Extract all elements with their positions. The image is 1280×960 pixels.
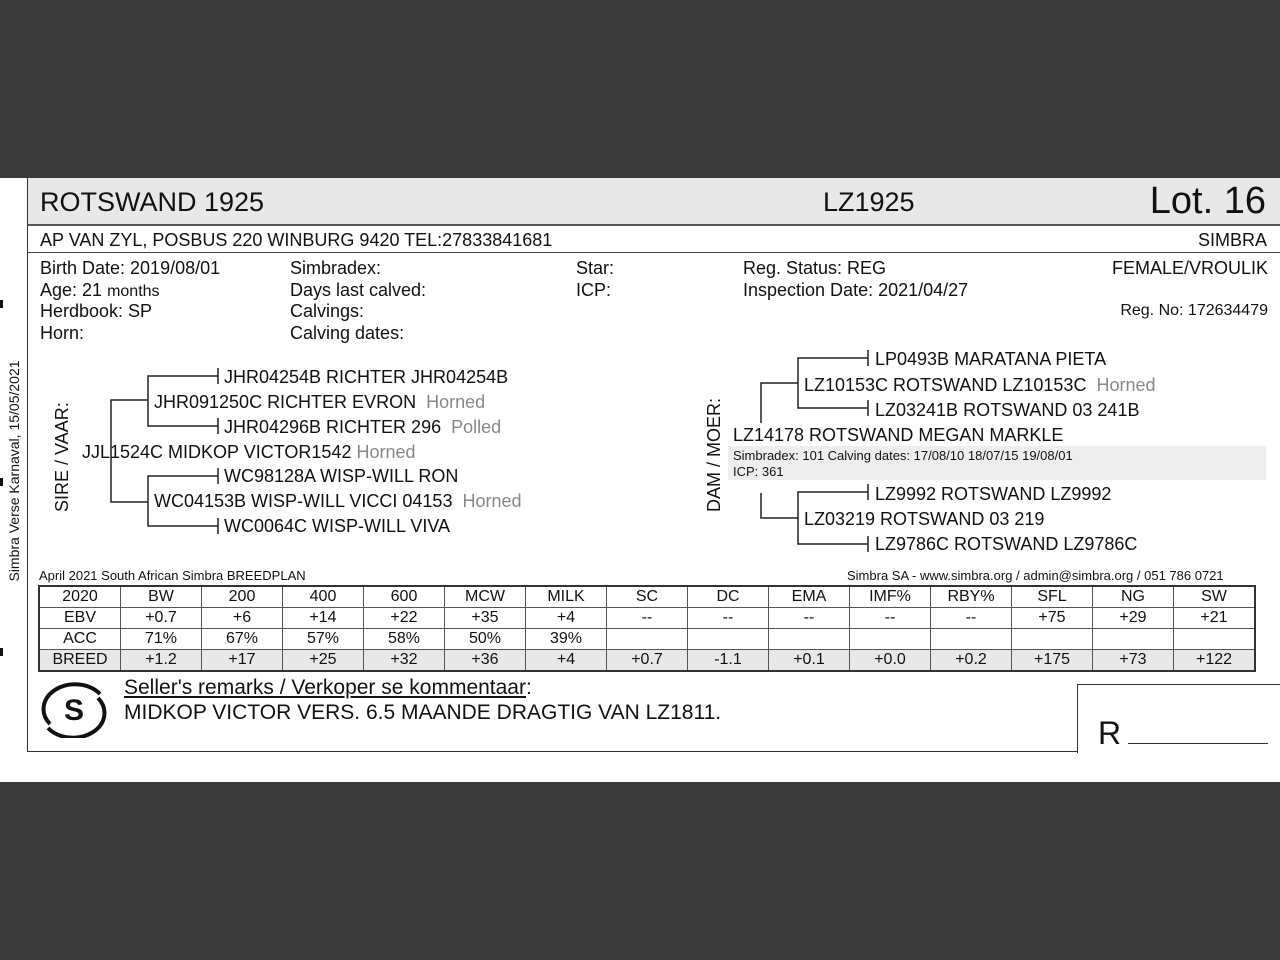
- dam-sire: [804, 375, 1156, 396]
- ebv-cell: +175: [1012, 650, 1093, 672]
- ebv-cell: +0.7: [121, 608, 202, 629]
- sire-sire-name: JHR091250C RICHTER EVRON: [154, 392, 417, 412]
- dam-sire-dam: LZ03241B ROTSWAND 03 241B: [875, 400, 1140, 420]
- card-frame: [27, 178, 1280, 752]
- ebv-cell: 58%: [364, 629, 445, 650]
- calvings: Calvings:: [290, 301, 365, 321]
- owner-address: AP VAN ZYL, POSBUS 220 WINBURG 9420 TEL:27833841681: [40, 230, 553, 250]
- logo-letter: S: [63, 694, 85, 727]
- sire-sire-dam-name: JHR04296B RICHTER 296: [224, 417, 442, 437]
- margin-tick: [0, 300, 3, 308]
- ebv-cell: 67%: [202, 629, 283, 650]
- ebv-cell: +6: [202, 608, 283, 629]
- lot-card: [0, 178, 1280, 782]
- ebv-cell: DC: [688, 586, 769, 608]
- ebv-cell: +0.0: [850, 650, 931, 672]
- margin-tick: [0, 478, 3, 486]
- remarks-text: MIDKOP VICTOR VERS. 6.5 MAANDE DRAGTIG VAN LZ1811.: [124, 701, 722, 724]
- ebv-cell: 200: [202, 586, 283, 608]
- lot-number: Lot. 16: [1149, 180, 1266, 222]
- ebv-cell: +1.2: [121, 650, 202, 672]
- sire-name: [82, 442, 416, 463]
- ebv-cell: [931, 629, 1012, 650]
- ebv-cell: RBY%: [931, 586, 1012, 608]
- sire-label: SIRE / VAAR:: [52, 402, 72, 512]
- ebv-cell: [1012, 629, 1093, 650]
- ebv-cell: +122: [1174, 650, 1256, 672]
- ebv-cell: 57%: [283, 629, 364, 650]
- reg-number: Reg. No: 172634479: [1120, 302, 1268, 319]
- sire-horn: Horned: [356, 442, 416, 462]
- ebv-row: [39, 629, 1255, 650]
- days-last-calved: Days last calved:: [290, 280, 427, 300]
- ebv-cell: --: [769, 608, 850, 629]
- ebv-cell: +75: [1012, 608, 1093, 629]
- ebv-cell: BW: [121, 586, 202, 608]
- ebv-table: [38, 585, 1256, 672]
- ebv-cell: [769, 629, 850, 650]
- age-unit: months: [107, 283, 160, 300]
- ebv-row: [39, 608, 1255, 629]
- ebv-cell: +36: [445, 650, 526, 672]
- sire-sire: [154, 392, 485, 413]
- ebv-cell: +14: [283, 608, 364, 629]
- ebv-cell: +17: [202, 650, 283, 672]
- simbra-logo-icon: [40, 682, 108, 738]
- ebv-cell: SFL: [1012, 586, 1093, 608]
- ebv-cell: --: [850, 608, 931, 629]
- ebv-cell: --: [607, 608, 688, 629]
- ebv-cell: [850, 629, 931, 650]
- price-box: [1077, 684, 1280, 753]
- sire-dam-horn: Horned: [462, 491, 522, 511]
- ebv-cell: EMA: [769, 586, 850, 608]
- ebv-cell: [688, 629, 769, 650]
- ebv-cell: MCW: [445, 586, 526, 608]
- ebv-cell: +4: [526, 608, 607, 629]
- ebv-cell: +73: [1093, 650, 1174, 672]
- ebv-cell: IMF%: [850, 586, 931, 608]
- sire-dam: [154, 491, 522, 512]
- sex: FEMALE/VROULIK: [1111, 258, 1268, 278]
- sire-dam-dam: WC0064C WISP-WILL VIVA: [224, 516, 451, 536]
- side-caption: Simbra Verse Karnaval, 15/05/2021: [6, 360, 22, 582]
- ebv-cell: +0.7: [607, 650, 688, 672]
- reg-status: Reg. Status: REG: [743, 258, 887, 278]
- remarks-title-colon: :: [525, 676, 532, 699]
- ebv-cell: SC: [607, 586, 688, 608]
- margin-tick: [0, 648, 3, 656]
- ebv-cell: 600: [364, 586, 445, 608]
- ebv-cell: [1174, 629, 1256, 650]
- ebv-cell: 2020: [39, 586, 121, 608]
- star-label: Star:: [576, 258, 615, 278]
- dam-name: LZ14178 ROTSWAND MEGAN MARKLE: [733, 425, 1064, 445]
- price-blank: [1128, 743, 1268, 744]
- ebv-cell: --: [931, 608, 1012, 629]
- ebv-cell: [607, 629, 688, 650]
- ebv-cell: EBV: [39, 608, 121, 629]
- sire-name-text: JJL1524C MIDKOP VICTOR1542: [82, 442, 352, 462]
- herdbook: Herdbook: SP: [40, 301, 153, 321]
- ebv-cell: [1093, 629, 1174, 650]
- dam-info-line-2: ICP: 361: [733, 464, 784, 479]
- sire-sire-horn: Horned: [426, 392, 486, 412]
- birth-date: Birth Date: 2019/08/01: [40, 258, 221, 278]
- ebv-cell: +35: [445, 608, 526, 629]
- inspection-date: Inspection Date: 2021/04/27: [743, 280, 969, 300]
- icp-label: ICP:: [576, 280, 612, 300]
- horn-label: Horn:: [40, 323, 85, 343]
- sire-dam-sire: WC98128A WISP-WILL RON: [224, 466, 459, 486]
- ebv-cell: +25: [283, 650, 364, 672]
- ebv-cell: 50%: [445, 629, 526, 650]
- ebv-cell: NG: [1093, 586, 1174, 608]
- ebv-cell: +29: [1093, 608, 1174, 629]
- sire-dam-name: WC04153B WISP-WILL VICCI 04153: [154, 491, 453, 511]
- dam-label: DAM / MOER:: [704, 397, 724, 512]
- age-value: Age: 21: [40, 280, 103, 300]
- sire-sire-sire: JHR04254B RICHTER JHR04254B: [224, 367, 509, 387]
- simbradex-label: Simbradex:: [290, 258, 382, 278]
- remarks-title: [124, 676, 532, 700]
- ebv-cell: SW: [1174, 586, 1256, 608]
- calving-dates: Calving dates:: [290, 323, 405, 343]
- dam-dam-sire: LZ9992 ROTSWAND LZ9992: [875, 484, 1112, 504]
- ebv-cell: MILK: [526, 586, 607, 608]
- breed-name: SIMBRA: [1197, 230, 1267, 250]
- ebv-cell: +21: [1174, 608, 1256, 629]
- ebv-cell: +22: [364, 608, 445, 629]
- ebv-cell: -1.1: [688, 650, 769, 672]
- remarks-title-text: Seller's remarks / Verkoper se kommentaar: [124, 676, 526, 699]
- dam-sire-sire: LP0493B MARATANA PIETA: [875, 349, 1107, 369]
- ebv-cell: ACC: [39, 629, 121, 650]
- sire-sire-dam: [224, 417, 501, 438]
- dam-info-box: [728, 446, 1266, 480]
- ebv-cell: 39%: [526, 629, 607, 650]
- ebv-cell: 71%: [121, 629, 202, 650]
- price-label: R: [1098, 715, 1122, 751]
- ebv-row: [39, 650, 1255, 672]
- ebv-cell: +32: [364, 650, 445, 672]
- dam-info-line-1: Simbradex: 101 Calving dates: 17/08/10 18/07/15 19/08/01: [733, 448, 1073, 463]
- ebv-cell: +0.2: [931, 650, 1012, 672]
- bottom-rule: [28, 751, 1078, 752]
- dam-dam: LZ03219 ROTSWAND 03 219: [804, 509, 1045, 529]
- ebv-cell: +0.1: [769, 650, 850, 672]
- dam-sire-horn: Horned: [1096, 375, 1156, 395]
- ebv-cell: +4: [526, 650, 607, 672]
- animal-code: LZ1925: [823, 187, 915, 217]
- dam-dam-dam: LZ9786C ROTSWAND LZ9786C: [875, 534, 1138, 554]
- dam-sire-name: LZ10153C ROTSWAND LZ10153C: [804, 375, 1087, 395]
- breedplan-caption: April 2021 South African Simbra BREEDPLAN: [39, 568, 306, 583]
- ebv-cell: --: [688, 608, 769, 629]
- sire-sire-dam-horn: Polled: [451, 417, 502, 437]
- contact-caption: Simbra SA - www.simbra.org / admin@simbra.org / 051 786 0721: [847, 568, 1224, 583]
- animal-name: ROTSWAND 1925: [40, 187, 265, 217]
- ebv-cell: BREED: [39, 650, 121, 672]
- ebv-row: [39, 586, 1255, 608]
- ebv-cell: 400: [283, 586, 364, 608]
